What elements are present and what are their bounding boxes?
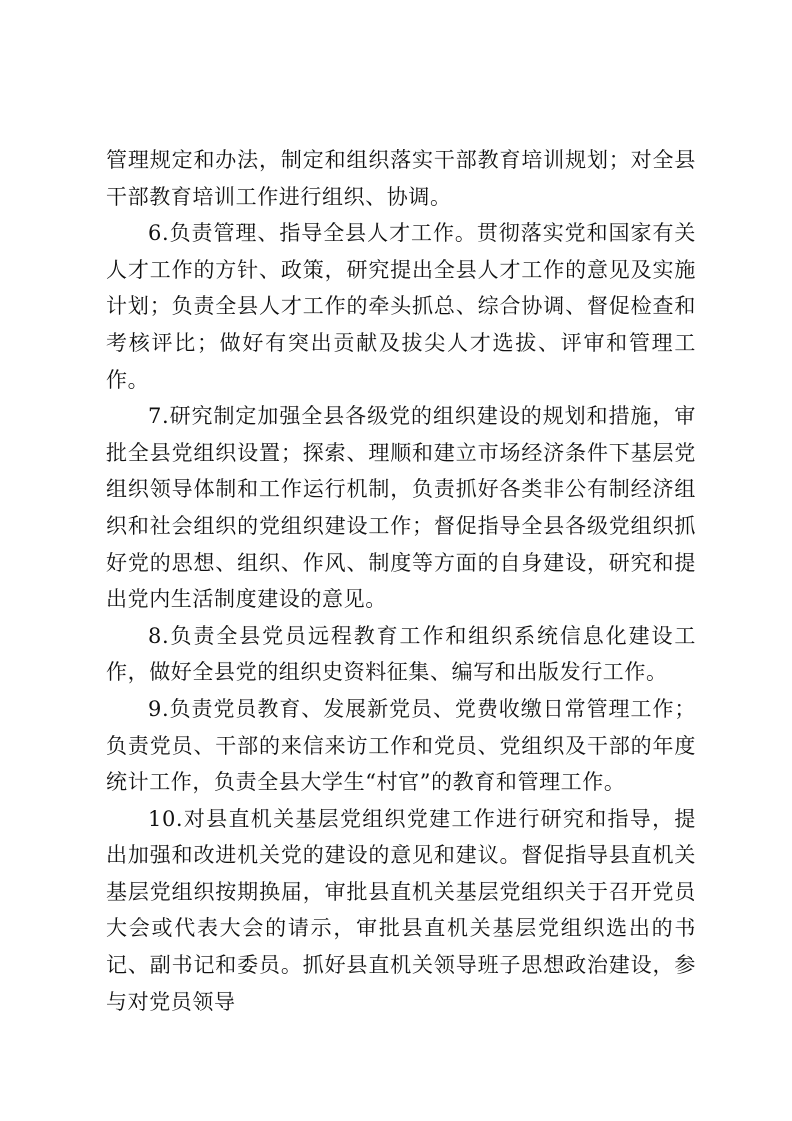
document-body bbox=[106, 142, 696, 1020]
paragraph-item-8: 8.负责全县党员远程教育工作和组织系统信息化建设工作，做好全县党的组织史资料征集、编写和出版发行工作。 bbox=[106, 623, 696, 685]
paragraph-item-9: 9.负责党员教育、发展新党员、党费收缴日常管理工作；负责党员、干部的来信来访工作和党员、党组织及干部的年度统计工作，负责全县大学生“村官”的教育和管理工作。 bbox=[106, 696, 696, 795]
paragraph-item-6: 6.负责管理、指导全县人才工作。贯彻落实党和国家有关人才工作的方针、政策，研究提出全县人才工作的意见及实施计划；负责全县人才工作的牵头抓总、综合协调、督促检查和考核评比；做好有突出贡献及拔尖人才选拔、评审和管理工作。 bbox=[106, 221, 696, 392]
paragraph-continuation: 管理规定和办法，制定和组织落实干部教育培训规划；对全县干部教育培训工作进行组织、协调。 bbox=[106, 148, 696, 209]
paragraph-item-10: 10.对县直机关基层党组织党建工作进行研究和指导，提出加强和改进机关党的建设的意见和建议。督促指导县直机关基层党组织按期换届，审批县直机关基层党组织关于召开党员大会或代表大会的请示，审批县直机关基层党组织选出的书记、副书记和委员。抓好县直机关领导班子思想政治建设，参与对党员领导 bbox=[106, 806, 696, 1014]
paragraph-item-7: 7.研究制定加强全县各级党的组织建设的规划和措施，审批全县党组织设置；探索、理顺和建立市场经济条件下基层党组织领导体制和工作运行机制，负责抓好各类非公有制经济组织和社会组织的党组织建设工作；督促指导全县各级党组织抓好党的思想、组织、作风、制度等方面的自身建设，研究和提出党内生活制度建设的意见。 bbox=[106, 404, 696, 612]
